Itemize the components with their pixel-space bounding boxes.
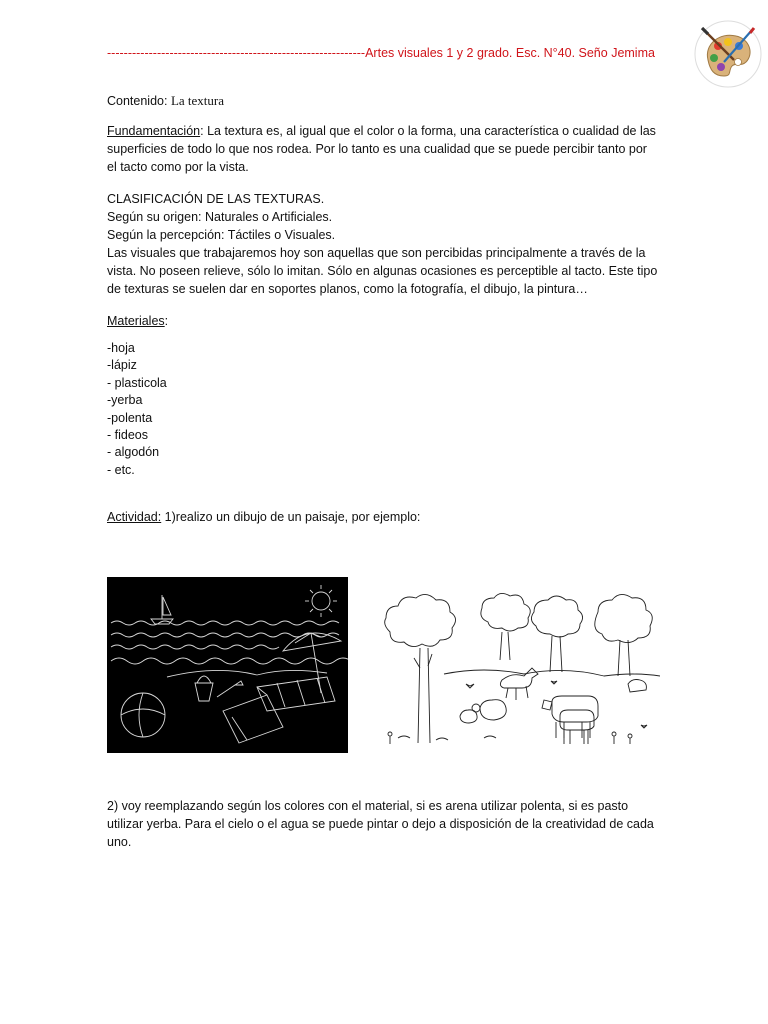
fundamentacion-paragraph — [107, 122, 667, 176]
list-item: -lápiz — [107, 358, 137, 373]
contenido-value: La textura — [170, 93, 225, 108]
list-item: - algodón — [107, 445, 160, 460]
fundamentacion-line-3: el tacto como por la vista. — [107, 160, 249, 174]
materiales-list — [107, 340, 667, 479]
list-item: -hoja — [107, 341, 135, 355]
list-item: - fideos — [107, 427, 148, 442]
clasificacion-line-4: Las visuales que trabajaremos hoy son aquellas que son percibidas principalmente a través de la — [107, 246, 646, 260]
contenido-line: Contenido: La textura — [107, 93, 225, 108]
paso2-line-2: utilizar yerba. Para el cielo o el agua se puede pintar o dejo a disposición de la creatividad de cada — [107, 817, 654, 831]
materiales-list-block — [107, 340, 667, 479]
list-item: -yerba — [107, 393, 143, 408]
materiales-heading — [107, 312, 667, 330]
clasificacion-paragraph — [107, 190, 667, 298]
paso2-line-1: 2) voy reemplazando según los colores con el material, si es arena utilizar polenta, si es pasto — [107, 799, 629, 813]
materiales-label: Materiales — [107, 314, 165, 328]
fundamentacion-line-2: superficies de todo lo que nos rodea. Por lo tanto es una cualidad que se puede percibir tanto por — [107, 142, 647, 156]
list-item: - etc. — [107, 462, 135, 477]
clasificacion-title: CLASIFICACIÓN DE LAS TEXTURAS. — [107, 192, 325, 206]
clasificacion-line-6: de texturas se suelen dar en soportes planos, como la fotografía, el dibujo, la pintura… — [107, 282, 588, 296]
fundamentacion-label: Fundamentación — [107, 124, 201, 138]
countryside-animals-drawing — [384, 588, 660, 748]
header-dashes: -------------------------------------------------------------- — [107, 46, 366, 60]
list-item: -polenta — [107, 410, 153, 425]
actividad-line — [107, 508, 667, 526]
list-item: - plasticola — [107, 375, 167, 390]
header-title: Artes visuales 1 y 2 grado. Esc. N°40. Seño Jemima — [365, 46, 655, 60]
clasificacion-line-percepcion: Según la percepción: Táctiles o Visuales. — [107, 228, 336, 242]
fundamentacion-line-1: : La textura es, al igual que el color o la forma, una característica o cualidad de las — [200, 124, 656, 138]
contenido-label: Contenido — [107, 94, 164, 108]
paso2-line-3: uno. — [107, 835, 132, 849]
paso2-paragraph — [107, 797, 667, 851]
paint-palette-icon — [694, 20, 762, 88]
actividad-text: 1)realizo un dibujo de un paisaje, por ejemplo: — [161, 510, 421, 524]
materiales-colon: : — [164, 314, 169, 328]
beach-scene-drawing — [107, 577, 348, 753]
clasificacion-line-origen: Según su origen: Naturales o Artificiales. — [107, 210, 333, 224]
header-line — [107, 46, 655, 60]
actividad-label: Actividad: — [107, 510, 162, 524]
clasificacion-line-5: vista. No poseen relieve, sólo lo imitan. Sólo en algunas ocasiones es perceptible al tacto. Este tipo — [107, 264, 658, 278]
